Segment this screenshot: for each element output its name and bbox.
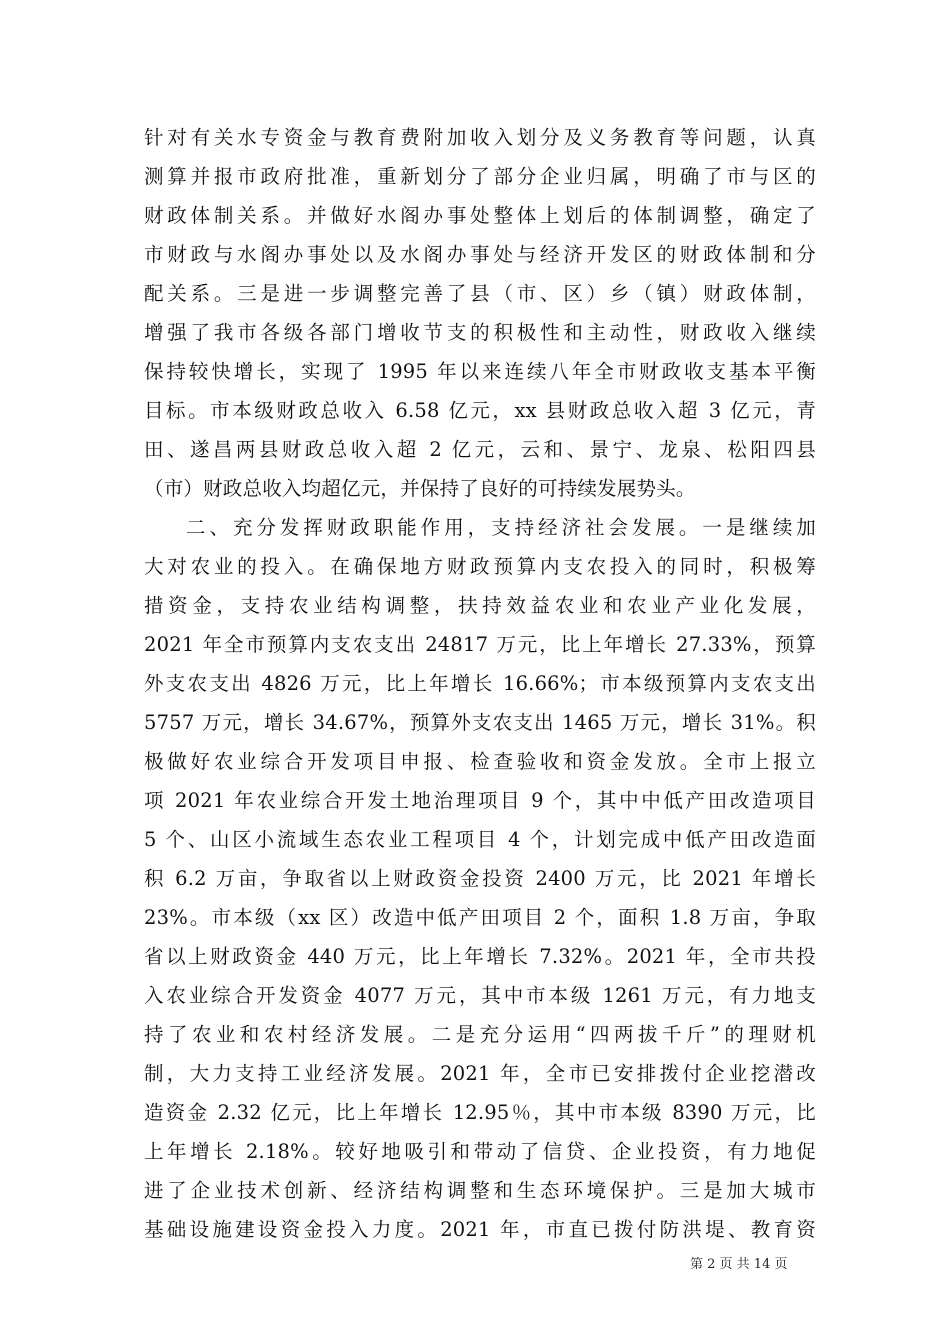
text-line: （市）财政总收入均超亿元，并保持了良好的可持续发展势头。: [144, 477, 696, 500]
text-line: 保持较快增长，实现了 1995 年以来连续八年全市财政收支基本平衡: [144, 360, 816, 383]
body-text: [144, 118, 816, 1249]
text-line: 积 6.2 万亩，争取省以上财政资金投资 2400 万元，比 2021 年增长: [144, 867, 816, 890]
text-line: 目标。市本级财政总收入 6.58 亿元，xx 县财政总收入超 3 亿元，青: [144, 399, 816, 422]
text-line: 持了农业和农村经济发展。二是充分运用“四两拔千斤”的理财机: [144, 1023, 816, 1046]
text-line: 大对农业的投入。在确保地方财政预算内支农投入的同时，积极筹: [144, 555, 816, 578]
text-line: 5757 万元，增长 34.67%，预算外支农支出 1465 万元，增长 31%。积: [144, 711, 816, 734]
text-line: 二、充分发挥财政职能作用，支持经济社会发展。一是继续加: [186, 516, 816, 539]
text-line: 进了企业技术创新、经济结构调整和生态环境保护。三是加大城市: [144, 1179, 816, 1202]
text-line: 财政体制关系。并做好水阁办事处整体上划后的体制调整，确定了: [144, 204, 816, 227]
text-line: 制，大力支持工业经济发展。2021 年，全市已安排拨付企业挖潜改: [144, 1062, 816, 1085]
text-line: 增强了我市各级各部门增收节支的积极性和主动性，财政收入继续: [144, 321, 816, 344]
text-line: 入农业综合开发资金 4077 万元，其中市本级 1261 万元，有力地支: [144, 984, 816, 1007]
text-line: 针对有关水专资金与教育费附加收入划分及义务教育等问题，认真: [144, 126, 816, 149]
text-line: 5 个、山区小流域生态农业工程项目 4 个，计划完成中低产田改造面: [144, 828, 816, 851]
page-number: 第 2 页 共 14 页: [690, 1257, 788, 1272]
text-line: 2021 年全市预算内支农支出 24817 万元，比上年增长 27.33%，预算: [144, 633, 816, 656]
paragraph-2: [144, 508, 816, 1249]
text-line: 项 2021 年农业综合开发土地治理项目 9 个，其中中低产田改造项目: [144, 789, 816, 812]
paragraph-1: [144, 118, 816, 508]
text-line: 造资金 2.32 亿元，比上年增长 12.95％，其中市本级 8390 万元，比: [144, 1101, 816, 1124]
text-line: 措资金，支持农业结构调整，扶持效益农业和农业产业化发展，: [144, 594, 816, 617]
text-line: 省以上财政资金 440 万元，比上年增长 7.32%。2021 年，全市共投: [144, 945, 816, 968]
text-line: 基础设施建设资金投入力度。2021 年，市直已拨付防洪堤、教育资: [144, 1218, 816, 1241]
text-line: 测算并报市政府批准，重新划分了部分企业归属，明确了市与区的: [144, 165, 816, 188]
text-line: 23%。市本级（xx 区）改造中低产田项目 2 个，面积 1.8 万亩，争取: [144, 906, 816, 929]
text-line: 配关系。三是进一步调整完善了县（市、区）乡（镇）财政体制，: [144, 282, 816, 305]
text-line: 上年增长 2.18%。较好地吸引和带动了信贷、企业投资，有力地促: [144, 1140, 816, 1163]
text-line: 外支农支出 4826 万元，比上年增长 16.66%；市本级预算内支农支出: [144, 672, 816, 695]
text-line: 极做好农业综合开发项目申报、检查验收和资金发放。全市上报立: [144, 750, 816, 773]
text-line: 田、遂昌两县财政总收入超 2 亿元，云和、景宁、龙泉、松阳四县: [144, 438, 816, 461]
text-line: 市财政与水阁办事处以及水阁办事处与经济开发区的财政体制和分: [144, 243, 816, 266]
